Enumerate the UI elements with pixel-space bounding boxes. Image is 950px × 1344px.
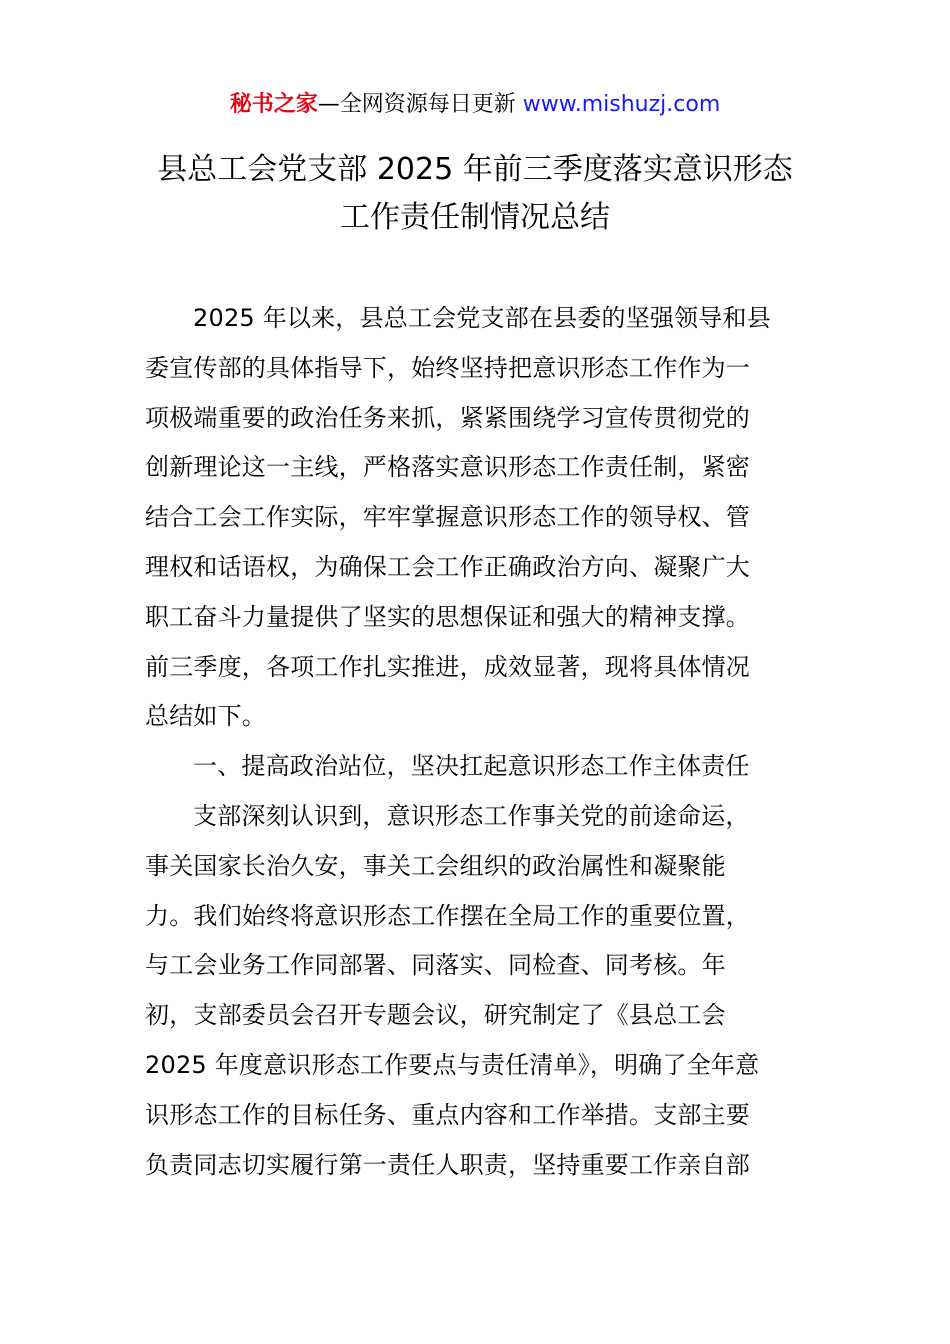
text-line: 前三季度，各项工作扎实推进，成效显著，现将具体情况 — [145, 652, 750, 681]
intro-paragraph — [145, 294, 810, 742]
text-line: 一、提高政治站位，坚决扛起意识形态工作主体责任 — [193, 752, 750, 781]
text-line: 负责同志切实履行第一责任人职责，坚持重要工作亲自部 — [145, 1150, 750, 1179]
text-line: 初，支部委员会召开专题会议，研究制定了《县总工会 — [145, 1001, 726, 1030]
text-line: 创新理论这一主线，严格落实意识形态工作责任制，紧密 — [145, 453, 750, 482]
text-line: 2025 年度意识形态工作要点与责任清单》，明确了全年意 — [145, 1050, 760, 1079]
header-tagline: —全网资源每日更新 — [317, 92, 523, 117]
text-line: 支部深刻认识到，意识形态工作事关党的前途命运， — [193, 801, 750, 830]
text-line: 事关国家长治久安，事关工会组织的政治属性和凝聚能 — [145, 851, 726, 880]
title-line-1: 县总工会党支部 2025 年前三季度落实意识形态 — [157, 152, 793, 187]
site-link[interactable]: www.mishuzj.com — [522, 92, 721, 117]
text-line: 结合工会工作实际，牢牢掌握意识形态工作的领导权、管 — [145, 503, 750, 532]
text-line: 2025 年以来，县总工会党支部在县委的坚强领导和县 — [193, 304, 771, 332]
text-line: 项极端重要的政治任务来抓，紧紧围绕学习宣传贯彻党的 — [145, 403, 750, 432]
header-banner — [0, 88, 950, 122]
section-1-heading — [145, 742, 810, 792]
text-line: 委宣传部的具体指导下，始终坚持把意识形态工作作为一 — [145, 353, 750, 382]
text-line: 总结如下。 — [145, 702, 266, 731]
text-line: 与工会业务工作同部署、同落实、同检查、同考核。年 — [145, 951, 726, 980]
text-line: 识形态工作的目标任务、重点内容和工作举措。支部主要 — [145, 1100, 750, 1129]
section-1-paragraph — [145, 792, 810, 1190]
title-line-2: 工作责任制情况总结 — [340, 200, 610, 235]
text-line: 力。我们始终将意识形态工作摆在全局工作的重要位置， — [145, 901, 750, 930]
brand-name: 秘书之家 — [229, 92, 318, 117]
document-body — [145, 294, 810, 1190]
text-line: 理权和话语权，为确保工会工作正确政治方向、凝聚广大 — [145, 552, 750, 581]
text-line: 职工奋斗力量提供了坚实的思想保证和强大的精神支撑。 — [145, 602, 750, 631]
document-title — [100, 146, 850, 242]
